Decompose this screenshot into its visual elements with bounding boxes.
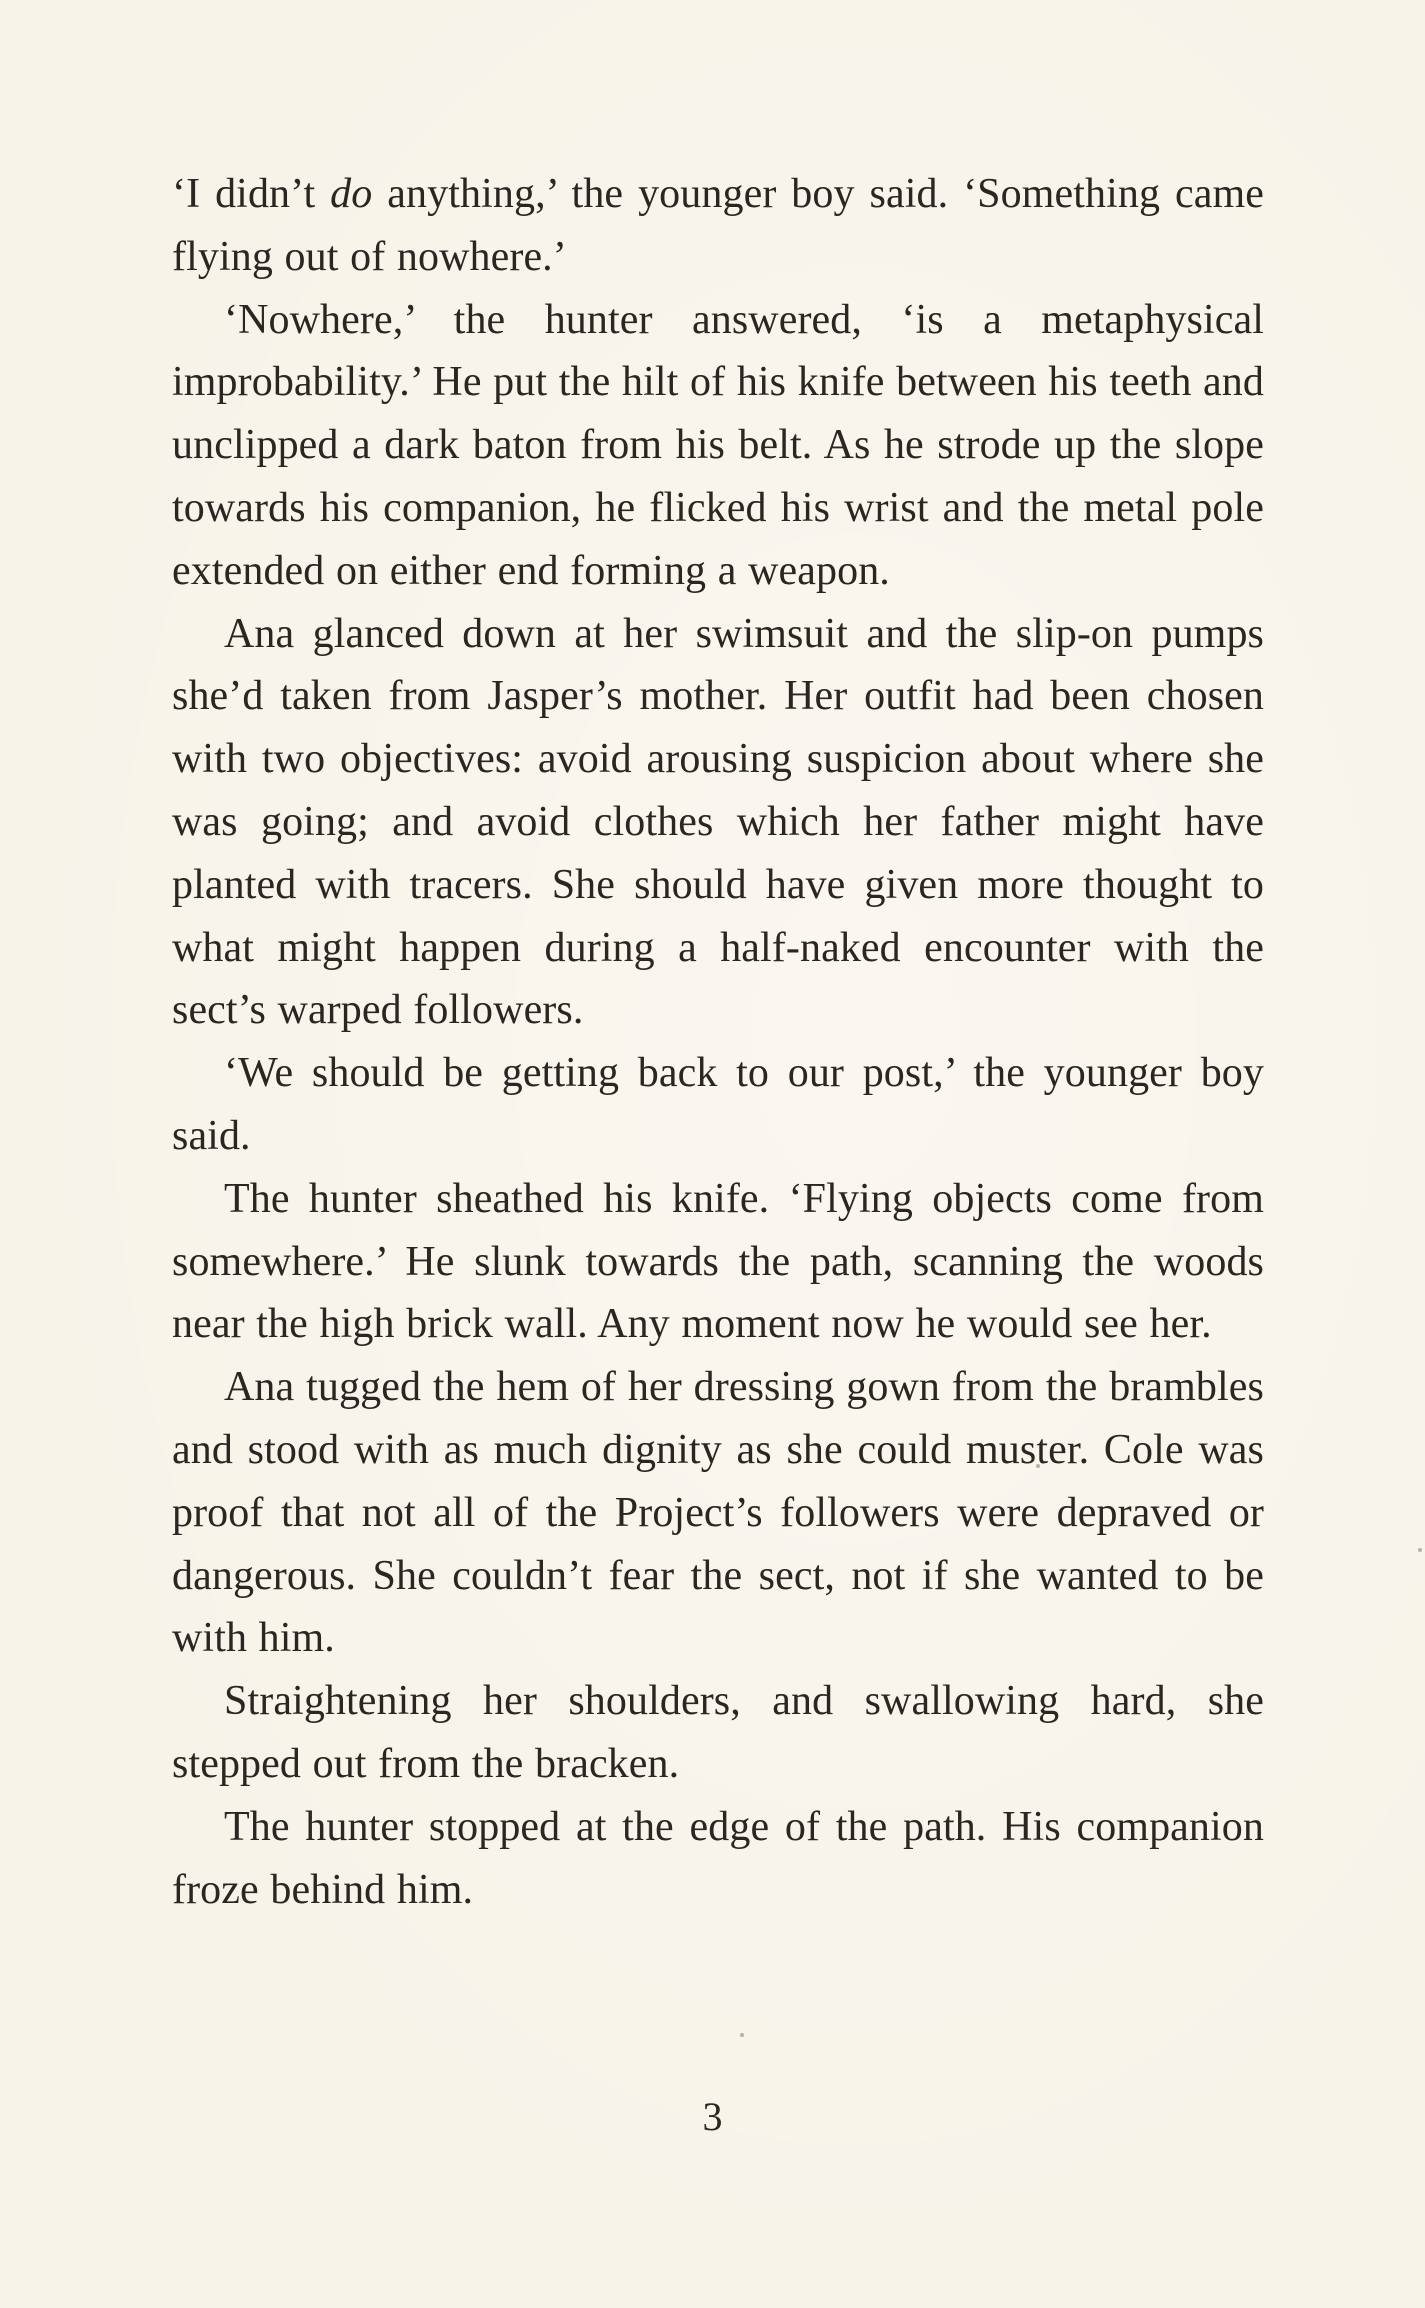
emphasized-word: do [330, 171, 373, 217]
paper-speck [1418, 1548, 1422, 1552]
paragraph-6: Ana tugged the hem of her dressing gown from the brambles and stood with as much dignity as she could muster. Cole was proof that not all of the Project’s followers were depraved or dangerous. She couldn’t fear the sect, not if she wanted to be with him. [172, 1364, 1264, 1662]
paper-speck [740, 2033, 744, 2037]
paragraph-1-start: ‘I didn’t [172, 171, 331, 217]
body-text [172, 163, 1264, 1921]
page-number: 3 [702, 2094, 723, 2139]
paragraph-8: The hunter stopped at the edge of the path. His companion froze behind him. [172, 1803, 1264, 1913]
paragraph-3: Ana glanced down at her swimsuit and the slip-on pumps she’d taken from Jasper’s mother. Her outfit had been chosen with two objectives: avoid arousing suspicion about where she was going; and avoid clothes which her father might have planted with tracers. She should have given more thought to what might happen during a half-naked encounter with the sect’s warped followers. [172, 610, 1264, 1034]
paragraph-1 [172, 163, 1264, 289]
paragraph-2: ‘Nowhere,’ the hunter answered, ‘is a metaphysical improbability.’ He put the hilt of his knife between his teeth and unclipped a dark baton from his belt. As he strode up the slope towards his companion, he flicked his wrist and the metal pole extended on either end forming a weapon. [172, 296, 1264, 594]
paragraph-4: ‘We should be getting back to our post,’ the younger boy said. [172, 1050, 1264, 1159]
paragraph-1-end: anything,’ the younger boy said. ‘Something came flying out of nowhere.’ [172, 171, 1264, 280]
paper-speck [1036, 1464, 1040, 1468]
paragraph-5: The hunter sheathed his knife. ‘Flying objects come from somewhere.’ He slunk towards the path, scanning the woods near the high brick wall. Any moment now he would see her. [172, 1175, 1264, 1348]
paragraph-7: Straightening her shoulders, and swallowing hard, she stepped out from the bracken. [172, 1678, 1264, 1787]
